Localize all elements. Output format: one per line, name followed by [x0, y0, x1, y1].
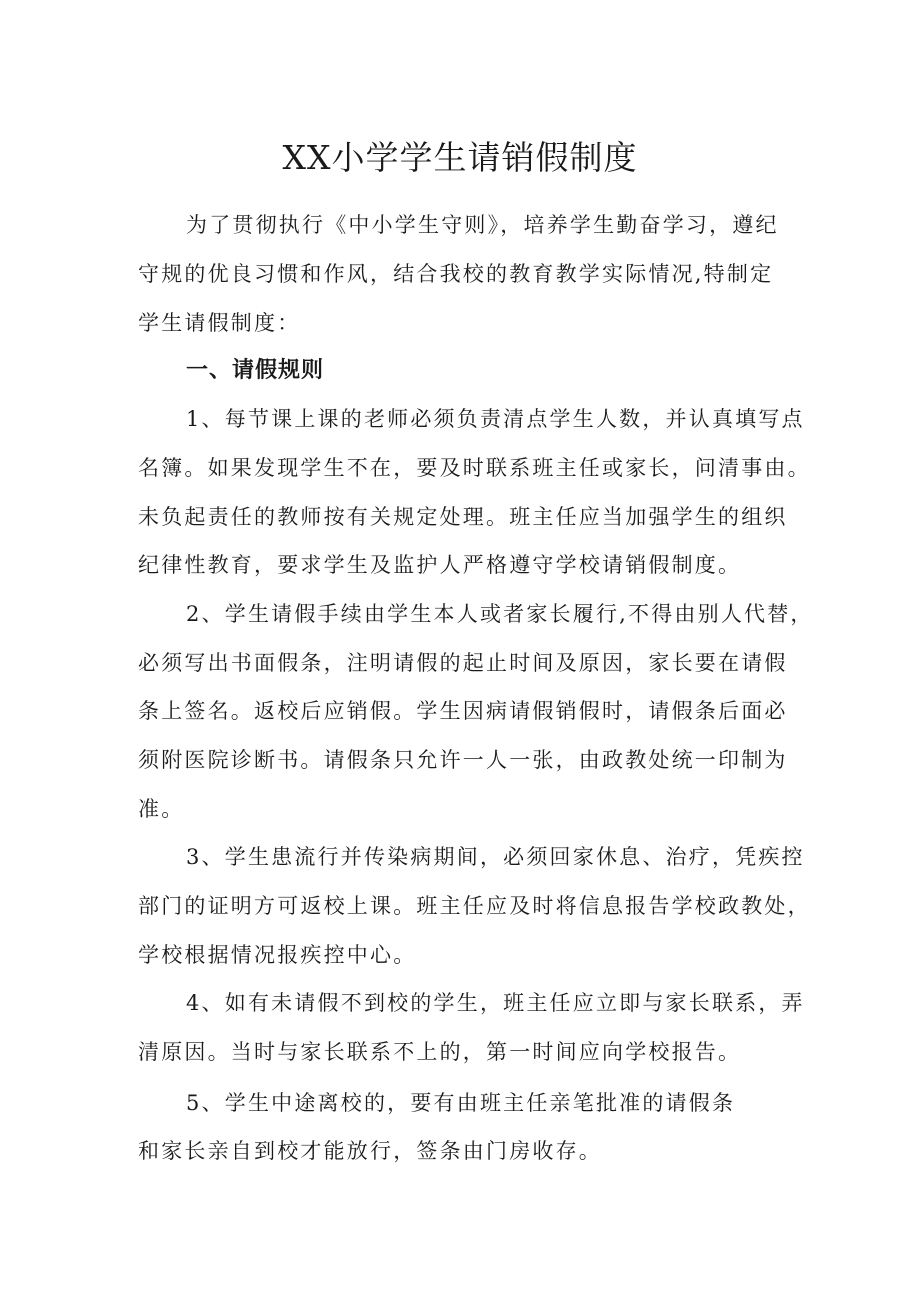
paragraph-line: 清原因。当时与家长联系不上的，第一时间应向学校报告。	[138, 1040, 742, 1064]
paragraph-line: 须附医院诊断书。请假条只允许一人一张，由政教处统一印制为	[138, 748, 788, 772]
section-heading: 一、请假规则	[186, 358, 325, 383]
paragraph-line: 5、学生中途离校的，要有由班主任亲笔批准的请假条	[186, 1091, 736, 1115]
document-title: XX小学学生请销假制度	[282, 138, 638, 178]
paragraph-line: 守规的优良习惯和作风，结合我校的教育教学实际情况,特制定	[138, 262, 774, 286]
paragraph-line: 名簿。如果发现学生不在，要及时联系班主任或家长，问清事由。	[138, 456, 811, 480]
paragraph-line: 纪律性教育，要求学生及监护人严格遵守学校请销假制度。	[138, 553, 742, 577]
paragraph-line: 必须写出书面假条，注明请假的起止时间及原因，家长要在请假	[138, 651, 788, 675]
paragraph-line: 学校根据情况报疾控中心。	[138, 943, 417, 967]
paragraph-line: 准。	[138, 797, 185, 821]
paragraph-line: 1、每节课上课的老师必须负责清点学生人数，并认真填写点	[186, 407, 805, 431]
paragraph-line: 为了贯彻执行《中小学生守则》，培养学生勤奋学习，遵纪	[186, 213, 779, 237]
paragraph-line: 学生请假制度：	[138, 311, 301, 335]
paragraph-line: 未负起责任的教师按有关规定处理。班主任应当加强学生的组织	[138, 505, 788, 529]
paragraph-line: 4、如有未请假不到校的学生，班主任应立即与家长联系，弄	[186, 991, 805, 1015]
paragraph-line: 2、学生请假手续由学生本人或者家长履行,不得由别人代替，	[186, 602, 814, 626]
paragraph-line: 部门的证明方可返校上课。班主任应及时将信息报告学校政教处，	[138, 894, 811, 918]
paragraph-line: 和家长亲自到校才能放行，签条由门房收存。	[138, 1139, 602, 1163]
paragraph-line: 3、学生患流行并传染病期间，必须回家休息、治疗，凭疾控	[186, 845, 805, 869]
paragraph-line: 条上签名。返校后应销假。学生因病请假销假时，请假条后面必	[138, 699, 788, 723]
